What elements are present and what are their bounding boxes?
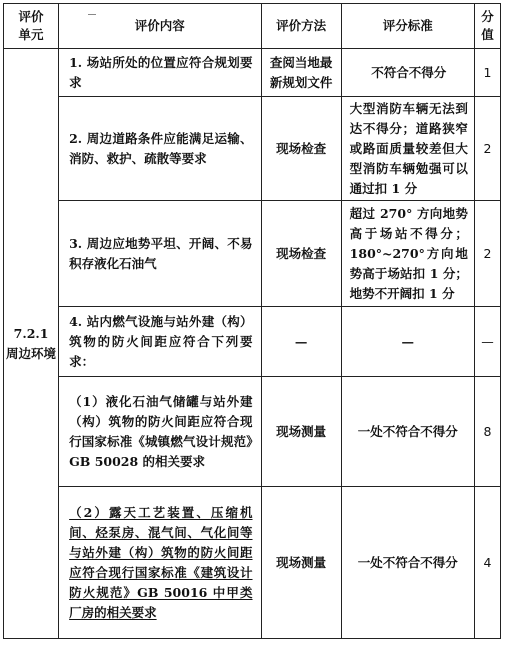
header-score: 分值: [474, 4, 500, 49]
row-score: 8: [474, 377, 500, 487]
row-content: （1）液化石油气储罐与站外建（构）筑物的防火间距应符合现行国家标准《城镇燃气设计规范》GB 50028 的相关要求: [59, 377, 261, 487]
row-content: 1. 场站所处的位置应符合规划要求: [59, 49, 261, 97]
row-standard: 大型消防车辆无法到达不得分；道路狭窄或路面质量较差但大型消防车辆勉强可以通过扣 1 分: [341, 97, 474, 201]
row-score: 4: [474, 487, 500, 639]
row-standard: 超过 270° 方向地势高于场站不得分；180°~270°方向地势高于场站扣 1 分；地势不开阔扣 1 分: [341, 201, 474, 307]
row-method: 查阅当地最新规划文件: [261, 49, 341, 97]
header-unit: 评价单元: [4, 4, 59, 49]
table-row: [4, 97, 501, 201]
row-content: 2. 周边道路条件应能满足运输、消防、救护、疏散等要求: [59, 97, 261, 201]
row-standard: 不符合不得分: [341, 49, 474, 97]
table-row: [4, 487, 501, 639]
table-row: [4, 307, 501, 377]
row-content: （2）露天工艺装置、压缩机间、烃泵房、混气间、气化间等与站外建（构）筑物的防火间距应符合现行国家标准《建筑设计防火规范》GB 50016 中甲类厂房的相关要求: [59, 487, 261, 639]
table-row: [4, 201, 501, 307]
row-content: 4. 站内燃气设施与站外建（构）筑物的防火间距应符合下列要求：: [59, 307, 261, 377]
unit-number: 7.2.1: [13, 325, 49, 341]
header-row: [4, 4, 501, 49]
table-row: [4, 377, 501, 487]
row-content: 3. 周边应地势平坦、开阔、不易积存液化石油气: [59, 201, 261, 307]
row-score: 2: [474, 97, 500, 201]
row-score: 2: [474, 201, 500, 307]
evaluation-table: [3, 3, 501, 639]
row-score: 1: [474, 49, 500, 97]
unit-cell: [4, 49, 59, 639]
row-method: 现场检查: [261, 97, 341, 201]
row-method: 现场测量: [261, 487, 341, 639]
row-standard: 一处不符合不得分: [341, 487, 474, 639]
row-standard: 一处不符合不得分: [341, 377, 474, 487]
row-method: 现场测量: [261, 377, 341, 487]
table-row: [4, 49, 501, 97]
header-standard: 评分标准: [341, 4, 474, 49]
row-score: —: [474, 307, 500, 377]
row-method: 现场检查: [261, 201, 341, 307]
unit-name: 周边环境: [6, 345, 57, 361]
header-content: 评价内容: [59, 4, 261, 49]
row-standard: —: [341, 307, 474, 377]
header-method: 评价方法: [261, 4, 341, 49]
row-method: —: [261, 307, 341, 377]
